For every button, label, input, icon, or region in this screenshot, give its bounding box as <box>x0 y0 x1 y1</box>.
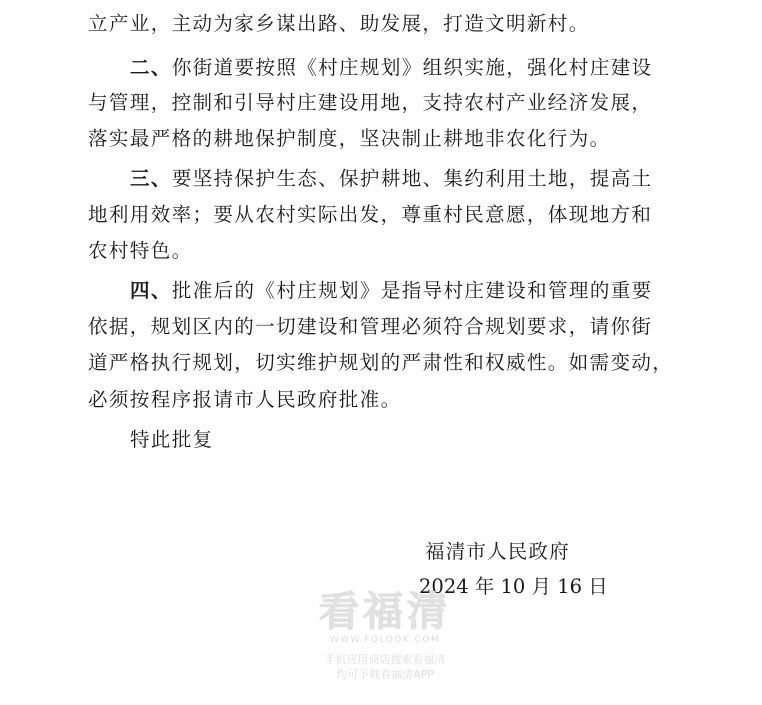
signature-organization: 福清市人民政府 <box>425 540 570 563</box>
body-line: 地利用效率；要从农村实际出发，尊重村民意愿，体现地方和 <box>88 203 653 226</box>
closing-line: 特此批复 <box>130 428 214 451</box>
watermark-line-2: 均可下载看福清APP <box>336 668 434 681</box>
item-three-heading-line: 三、要坚持保护生态、保护耕地、集约利用土地，提高土 <box>130 167 653 190</box>
body-line: 落实最严格的耕地保护制度，坚决制止耕地非农化行为。 <box>88 127 611 150</box>
item-four-heading-line: 四、批准后的《村庄规划》是指导村庄建设和管理的重要 <box>130 279 653 302</box>
watermark-line-1: 手机应用商店搜索看福清 <box>324 653 446 666</box>
item-marker: 四、 <box>130 279 172 302</box>
body-line: 与管理，控制和引导村庄建设用地，支持农村产业经济发展， <box>88 91 653 114</box>
watermark-logo: 看福清 <box>319 589 451 635</box>
body-line: 必须按程序报请市人民政府批准。 <box>88 388 402 411</box>
body-line: 道严格执行规划，切实维护规划的严肃性和权威性。如需变动， <box>88 351 674 374</box>
body-line: 依据，规划区内的一切建设和管理必须符合规划要求，请你街 <box>88 315 653 338</box>
item-two-heading-line: 二、你街道要按照《村庄规划》组织实施，强化村庄建设 <box>130 56 653 79</box>
watermark-url: WWW.FQLOOK.COM <box>329 635 441 645</box>
watermark <box>305 590 465 682</box>
item-marker: 二、 <box>130 56 172 79</box>
item-marker: 三、 <box>130 167 172 190</box>
body-line: 农村特色。 <box>88 239 193 262</box>
signature-date: 2024 年 10 月 16 日 <box>419 575 608 598</box>
body-line: 立产业，主动为家乡谋出路、助发展，打造文明新村。 <box>88 12 590 35</box>
